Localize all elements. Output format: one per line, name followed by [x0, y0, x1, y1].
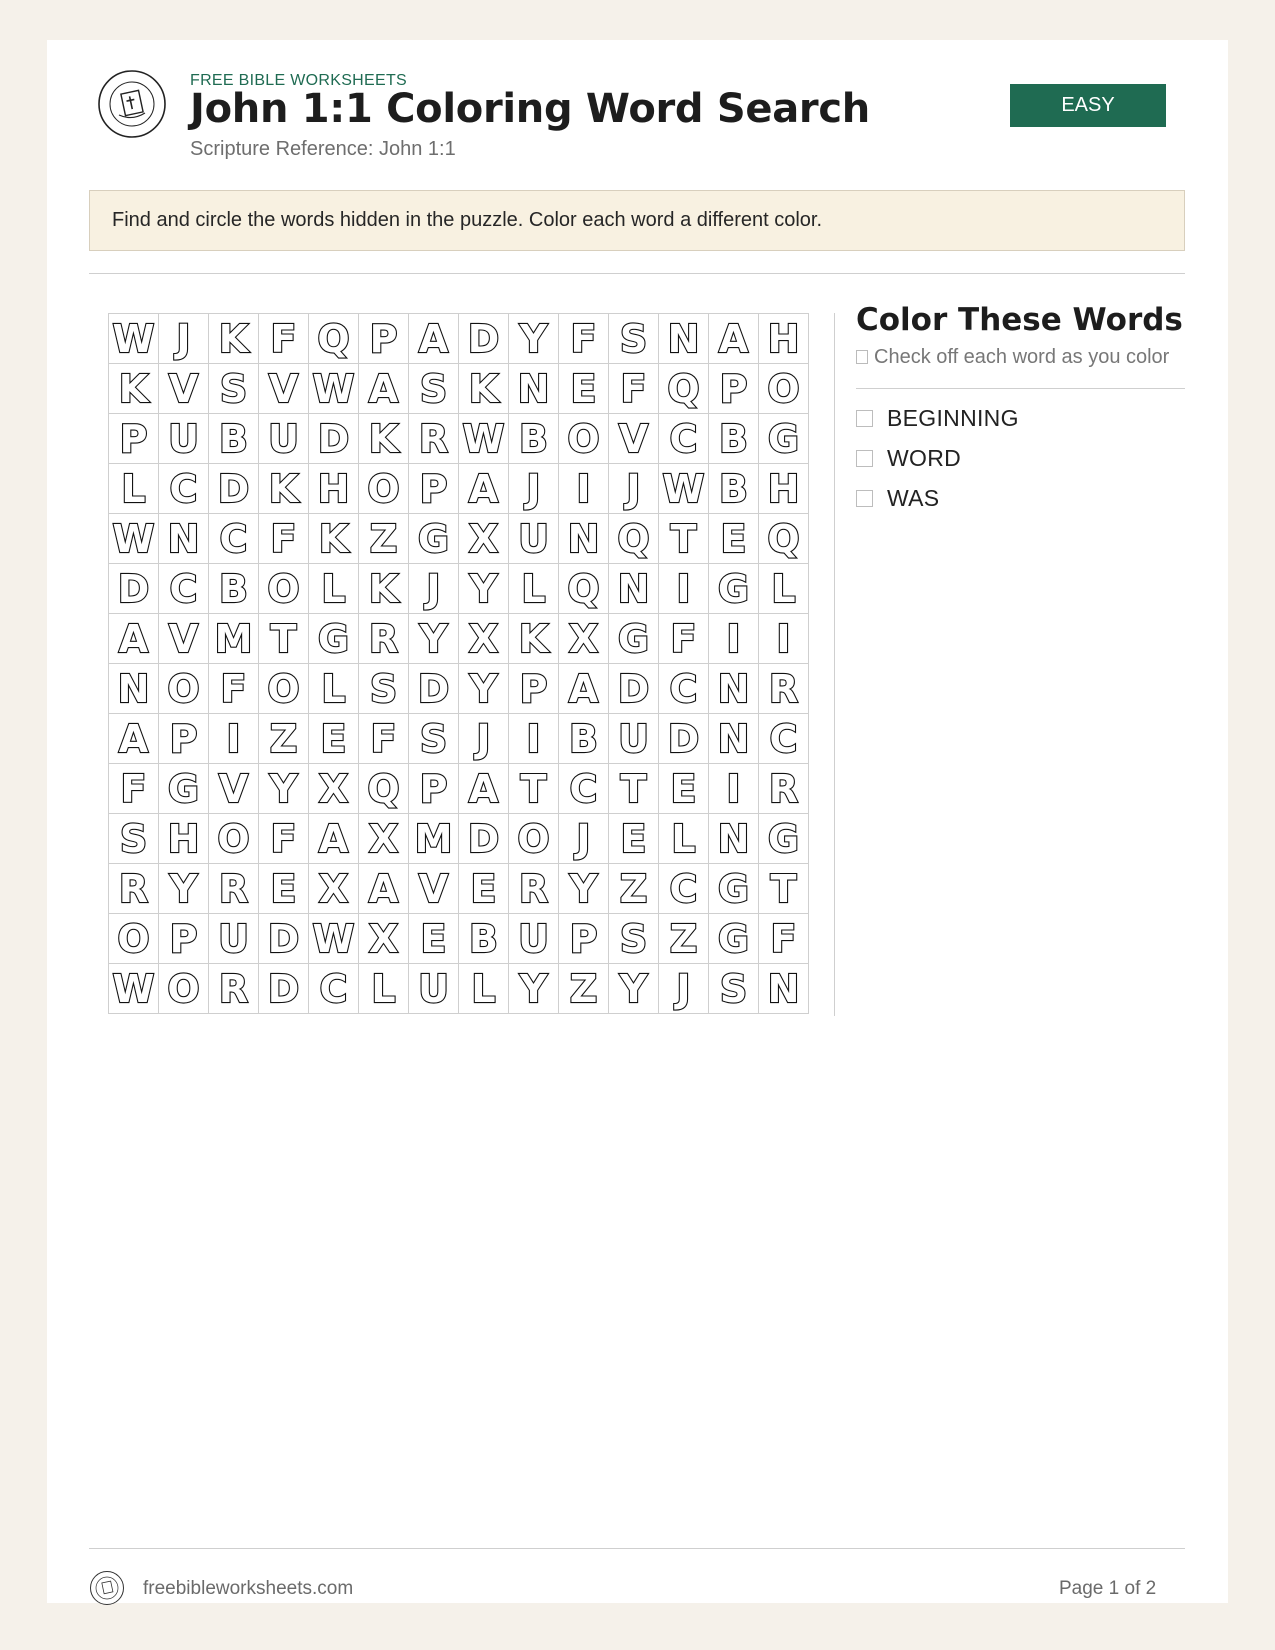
grid-cell[interactable]: S: [409, 714, 459, 764]
grid-cell[interactable]: S: [209, 364, 259, 414]
grid-cell[interactable]: L: [759, 564, 809, 614]
grid-cell[interactable]: E: [709, 514, 759, 564]
divider: [89, 273, 1185, 274]
grid-cell[interactable]: H: [759, 314, 809, 364]
grid-cell[interactable]: C: [309, 964, 359, 1014]
grid-cell[interactable]: E: [459, 864, 509, 914]
footer-divider: [89, 1548, 1185, 1549]
grid-cell[interactable]: E: [259, 864, 309, 914]
grid-cell[interactable]: J: [609, 464, 659, 514]
grid-cell[interactable]: Y: [259, 764, 309, 814]
grid-cell[interactable]: G: [159, 764, 209, 814]
grid-cell[interactable]: O: [359, 464, 409, 514]
grid-row: [109, 714, 809, 764]
grid-cell[interactable]: F: [109, 764, 159, 814]
grid-cell[interactable]: L: [309, 664, 359, 714]
grid-cell[interactable]: G: [759, 414, 809, 464]
grid-cell[interactable]: A: [709, 314, 759, 364]
grid-cell[interactable]: I: [709, 614, 759, 664]
grid-cell[interactable]: L: [359, 964, 409, 1014]
grid-cell[interactable]: Y: [559, 864, 609, 914]
grid-cell[interactable]: A: [459, 764, 509, 814]
bible-worksheets-logo-icon: [97, 69, 167, 139]
grid-cell[interactable]: V: [209, 764, 259, 814]
grid-cell[interactable]: I: [709, 764, 759, 814]
grid-cell[interactable]: D: [409, 664, 459, 714]
instructions-banner: Find and circle the words hidden in the puzzle. Color each word a different color.: [89, 190, 1185, 251]
grid-cell[interactable]: Z: [609, 864, 659, 914]
grid-cell[interactable]: R: [209, 964, 259, 1014]
grid-cell[interactable]: T: [609, 764, 659, 814]
grid-cell[interactable]: E: [309, 714, 359, 764]
word-panel-title: Color These Words: [856, 302, 1183, 338]
grid-cell[interactable]: N: [709, 714, 759, 764]
grid-cell[interactable]: Y: [159, 864, 209, 914]
grid-cell[interactable]: K: [309, 514, 359, 564]
grid-row: [109, 364, 809, 414]
grid-cell[interactable]: N: [709, 664, 759, 714]
grid-cell[interactable]: O: [759, 364, 809, 414]
grid-cell[interactable]: X: [359, 814, 409, 864]
grid-cell[interactable]: J: [559, 814, 609, 864]
grid-cell[interactable]: K: [209, 314, 259, 364]
grid-cell[interactable]: G: [409, 514, 459, 564]
word-panel-subtitle: [856, 346, 1169, 369]
grid-cell[interactable]: N: [509, 364, 559, 414]
grid-cell[interactable]: X: [559, 614, 609, 664]
grid-row: [109, 414, 809, 464]
checkbox-hint-icon: [856, 350, 868, 364]
grid-cell[interactable]: P: [159, 914, 209, 964]
grid-cell[interactable]: G: [709, 864, 759, 914]
grid-cell[interactable]: J: [409, 564, 459, 614]
grid-cell[interactable]: V: [159, 364, 209, 414]
grid-cell[interactable]: P: [509, 664, 559, 714]
grid-cell[interactable]: J: [159, 314, 209, 364]
grid-cell[interactable]: B: [459, 914, 509, 964]
grid-cell[interactable]: N: [759, 964, 809, 1014]
grid-cell[interactable]: D: [259, 914, 309, 964]
grid-cell[interactable]: D: [459, 814, 509, 864]
grid-cell[interactable]: P: [109, 414, 159, 464]
grid-cell[interactable]: U: [509, 914, 559, 964]
grid-cell[interactable]: D: [609, 664, 659, 714]
grid-cell[interactable]: H: [309, 464, 359, 514]
grid-cell[interactable]: Z: [559, 964, 609, 1014]
grid-cell[interactable]: Q: [609, 514, 659, 564]
grid-cell[interactable]: K: [509, 614, 559, 664]
grid-cell[interactable]: S: [359, 664, 409, 714]
grid-cell[interactable]: U: [209, 914, 259, 964]
grid-row: [109, 564, 809, 614]
grid-cell[interactable]: X: [359, 914, 409, 964]
grid-row: [109, 764, 809, 814]
grid-cell[interactable]: A: [359, 364, 409, 414]
grid-cell[interactable]: L: [659, 814, 709, 864]
grid-cell[interactable]: M: [209, 614, 259, 664]
grid-cell[interactable]: S: [609, 314, 659, 364]
brand-label: FREE BIBLE WORKSHEETS: [190, 72, 408, 89]
grid-cell[interactable]: J: [459, 714, 509, 764]
grid-cell[interactable]: P: [709, 364, 759, 414]
word-panel-divider: [856, 388, 1185, 389]
grid-cell[interactable]: G: [309, 614, 359, 664]
grid-cell[interactable]: F: [759, 914, 809, 964]
grid-cell[interactable]: Z: [259, 714, 309, 764]
grid-cell[interactable]: W: [109, 964, 159, 1014]
grid-cell[interactable]: Q: [759, 514, 809, 564]
grid-cell[interactable]: L: [309, 564, 359, 614]
grid-cell[interactable]: R: [209, 864, 259, 914]
grid-cell[interactable]: P: [409, 764, 459, 814]
grid-cell[interactable]: V: [259, 364, 309, 414]
grid-cell[interactable]: Q: [659, 364, 709, 414]
grid-cell[interactable]: X: [309, 864, 359, 914]
grid-cell[interactable]: P: [409, 464, 459, 514]
page-title: John 1:1 Coloring Word Search: [190, 86, 870, 132]
grid-cell[interactable]: C: [209, 514, 259, 564]
difficulty-badge: EASY: [1010, 84, 1166, 127]
grid-row: [109, 864, 809, 914]
grid-cell[interactable]: G: [709, 564, 759, 614]
grid-cell[interactable]: K: [359, 564, 409, 614]
grid-cell[interactable]: V: [409, 864, 459, 914]
vertical-divider: [834, 313, 835, 1016]
grid-row: [109, 914, 809, 964]
grid-cell[interactable]: A: [109, 714, 159, 764]
grid-cell[interactable]: A: [459, 464, 509, 514]
word-checkbox[interactable]: [856, 410, 873, 427]
grid-cell[interactable]: N: [559, 514, 609, 564]
grid-cell[interactable]: O: [109, 914, 159, 964]
grid-cell[interactable]: N: [659, 314, 709, 364]
grid-cell[interactable]: A: [359, 864, 409, 914]
word-label: WAS: [887, 484, 940, 511]
grid-cell[interactable]: W: [109, 314, 159, 364]
grid-cell[interactable]: I: [209, 714, 259, 764]
grid-cell[interactable]: K: [459, 364, 509, 414]
grid-cell[interactable]: G: [759, 814, 809, 864]
grid-cell[interactable]: O: [209, 814, 259, 864]
grid-cell[interactable]: B: [709, 414, 759, 464]
grid-row: [109, 314, 809, 364]
grid-cell[interactable]: F: [359, 714, 409, 764]
grid-cell[interactable]: N: [159, 514, 209, 564]
grid-cell[interactable]: F: [609, 364, 659, 414]
grid-cell[interactable]: L: [109, 464, 159, 514]
grid-cell[interactable]: R: [109, 864, 159, 914]
grid-cell[interactable]: X: [459, 514, 509, 564]
grid-cell[interactable]: R: [759, 664, 809, 714]
word-search-grid: [108, 313, 809, 1014]
grid-cell[interactable]: S: [109, 814, 159, 864]
grid-cell[interactable]: S: [409, 364, 459, 414]
grid-cell[interactable]: A: [109, 614, 159, 664]
grid-row: [109, 814, 809, 864]
grid-cell[interactable]: A: [409, 314, 459, 364]
grid-cell[interactable]: H: [759, 464, 809, 514]
grid-cell[interactable]: H: [159, 814, 209, 864]
grid-cell[interactable]: J: [509, 464, 559, 514]
grid-cell[interactable]: B: [559, 714, 609, 764]
grid-cell[interactable]: R: [359, 614, 409, 664]
grid-cell[interactable]: W: [459, 414, 509, 464]
grid-cell[interactable]: Q: [359, 764, 409, 814]
grid-cell[interactable]: C: [659, 414, 709, 464]
grid-cell[interactable]: D: [459, 314, 509, 364]
grid-cell[interactable]: C: [759, 714, 809, 764]
grid-cell[interactable]: G: [709, 914, 759, 964]
grid-cell[interactable]: C: [659, 664, 709, 714]
grid-cell[interactable]: L: [509, 564, 559, 614]
grid-row: [109, 664, 809, 714]
grid-cell[interactable]: W: [109, 514, 159, 564]
grid-cell[interactable]: E: [659, 764, 709, 814]
grid-cell[interactable]: W: [309, 914, 359, 964]
grid-cell[interactable]: I: [759, 614, 809, 664]
grid-cell[interactable]: Y: [609, 964, 659, 1014]
grid-row: [109, 614, 809, 664]
grid-cell[interactable]: P: [559, 914, 609, 964]
grid-cell[interactable]: T: [259, 614, 309, 664]
grid-cell[interactable]: X: [309, 764, 359, 814]
grid-cell[interactable]: O: [159, 964, 209, 1014]
word-panel-subtitle-text: Check off each word as you color: [874, 346, 1170, 368]
grid-cell[interactable]: V: [609, 414, 659, 464]
grid-cell[interactable]: Y: [409, 614, 459, 664]
grid-cell[interactable]: P: [159, 714, 209, 764]
grid-cell[interactable]: C: [559, 764, 609, 814]
grid-cell[interactable]: A: [559, 664, 609, 714]
grid-cell[interactable]: D: [109, 564, 159, 614]
grid-cell[interactable]: B: [709, 464, 759, 514]
grid-cell[interactable]: Q: [309, 314, 359, 364]
grid-cell[interactable]: U: [259, 414, 309, 464]
word-list: [856, 398, 1019, 518]
grid-cell[interactable]: S: [609, 914, 659, 964]
grid-cell[interactable]: O: [259, 664, 309, 714]
list-item: [856, 398, 1019, 438]
grid-cell[interactable]: L: [459, 964, 509, 1014]
word-checkbox[interactable]: [856, 450, 873, 467]
worksheet-page: [47, 40, 1228, 1603]
grid-cell[interactable]: F: [659, 614, 709, 664]
grid-cell[interactable]: U: [609, 714, 659, 764]
grid-cell[interactable]: F: [259, 314, 309, 364]
grid-cell[interactable]: T: [759, 864, 809, 914]
grid-cell[interactable]: A: [309, 814, 359, 864]
list-item: [856, 478, 1019, 518]
grid-cell[interactable]: N: [109, 664, 159, 714]
grid-cell[interactable]: K: [359, 414, 409, 464]
grid-cell[interactable]: B: [509, 414, 559, 464]
grid-cell[interactable]: W: [659, 464, 709, 514]
grid-cell[interactable]: W: [309, 364, 359, 414]
grid-cell[interactable]: Y: [509, 964, 559, 1014]
grid-cell[interactable]: J: [659, 964, 709, 1014]
page-number: Page 1 of 2: [1059, 1578, 1157, 1599]
grid-cell[interactable]: D: [309, 414, 359, 464]
grid-cell[interactable]: N: [709, 814, 759, 864]
word-label: WORD: [887, 444, 962, 471]
grid-cell[interactable]: K: [109, 364, 159, 414]
grid-cell[interactable]: F: [259, 514, 309, 564]
list-item: [856, 438, 1019, 478]
grid-cell[interactable]: D: [209, 464, 259, 514]
grid-cell[interactable]: C: [159, 464, 209, 514]
footer-logo-icon: [89, 1570, 125, 1606]
grid-cell[interactable]: I: [559, 464, 609, 514]
grid-cell[interactable]: S: [709, 964, 759, 1014]
grid-cell[interactable]: O: [159, 664, 209, 714]
grid-cell[interactable]: U: [409, 964, 459, 1014]
grid-cell[interactable]: D: [259, 964, 309, 1014]
grid-cell[interactable]: N: [609, 564, 659, 614]
grid-cell[interactable]: R: [509, 864, 559, 914]
grid-cell[interactable]: V: [159, 614, 209, 664]
grid-cell[interactable]: G: [609, 614, 659, 664]
grid-cell[interactable]: F: [559, 314, 609, 364]
grid-row: [109, 464, 809, 514]
grid-cell[interactable]: C: [659, 864, 709, 914]
grid-cell[interactable]: B: [209, 414, 259, 464]
grid-cell[interactable]: T: [509, 764, 559, 814]
grid-cell[interactable]: Q: [559, 564, 609, 614]
grid-row: [109, 964, 809, 1014]
grid-cell[interactable]: U: [509, 514, 559, 564]
grid-cell[interactable]: U: [159, 414, 209, 464]
footer-site-link[interactable]: freebibleworksheets.com: [143, 1578, 354, 1599]
grid-cell[interactable]: F: [259, 814, 309, 864]
grid-cell[interactable]: F: [209, 664, 259, 714]
scripture-reference: Scripture Reference: John 1:1: [190, 138, 456, 160]
grid-cell[interactable]: Y: [509, 314, 559, 364]
grid-cell[interactable]: O: [559, 414, 609, 464]
grid-cell[interactable]: K: [259, 464, 309, 514]
grid-cell[interactable]: Z: [359, 514, 409, 564]
grid-cell[interactable]: Z: [659, 914, 709, 964]
grid-cell[interactable]: X: [459, 614, 509, 664]
grid-cell[interactable]: I: [509, 714, 559, 764]
grid-cell[interactable]: R: [409, 414, 459, 464]
grid-cell[interactable]: M: [409, 814, 459, 864]
grid-cell[interactable]: I: [659, 564, 709, 614]
grid-cell[interactable]: P: [359, 314, 409, 364]
grid-cell[interactable]: O: [259, 564, 309, 614]
grid-row: [109, 514, 809, 564]
grid-cell[interactable]: E: [559, 364, 609, 414]
grid-cell[interactable]: D: [659, 714, 709, 764]
grid-cell[interactable]: B: [209, 564, 259, 614]
header: [47, 40, 1228, 190]
grid-cell[interactable]: E: [409, 914, 459, 964]
word-label: BEGINNING: [887, 404, 1019, 431]
grid-cell[interactable]: Y: [459, 564, 509, 614]
grid-cell[interactable]: O: [509, 814, 559, 864]
grid-cell[interactable]: R: [759, 764, 809, 814]
grid-cell[interactable]: C: [159, 564, 209, 614]
grid-cell[interactable]: T: [659, 514, 709, 564]
grid-cell[interactable]: E: [609, 814, 659, 864]
grid-cell[interactable]: Y: [459, 664, 509, 714]
word-checkbox[interactable]: [856, 490, 873, 507]
